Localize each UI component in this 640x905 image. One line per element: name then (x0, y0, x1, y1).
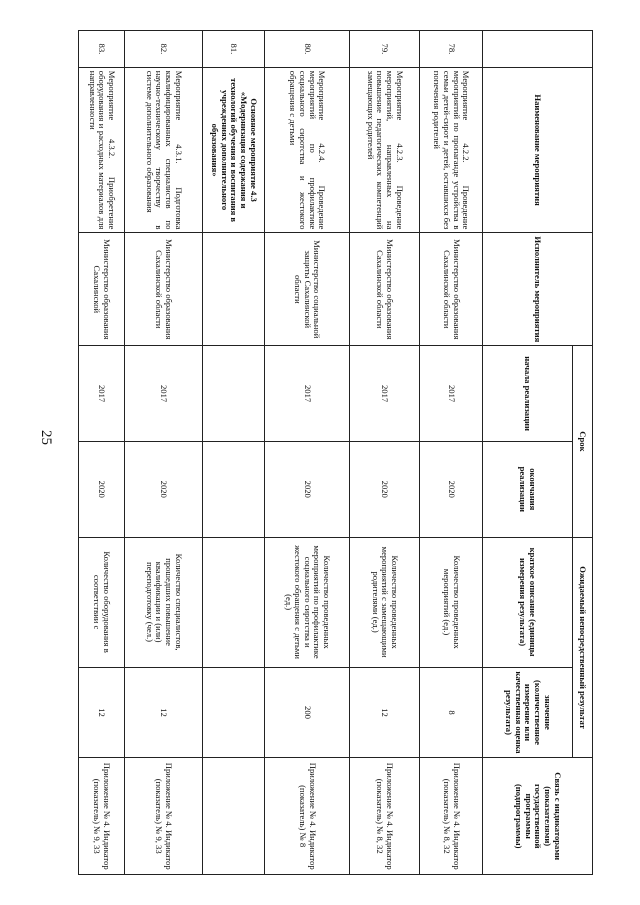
row-name: Основное мероприятие 4.3 «Модернизация содержания и технологий обучения и воспитания в учреждениях дополнительного образования» (203, 67, 265, 233)
row-link (203, 758, 265, 875)
row-number: 82. (125, 31, 203, 68)
table-row (350, 31, 420, 875)
row-name: Мероприятие 4.2.3. Проведение мероприятий, направленных на повышение педагогических компетенций замещающих родителей (350, 67, 420, 233)
row-name: Мероприятие 4.2.2. Проведение мероприятий по пропаганде устройства в семьи детей-сирот и детей, оставшихся без попечения родителей (420, 67, 483, 233)
row-number: 79. (350, 31, 420, 68)
header-value: значение (количественное измерение или качественная оценка результата) (483, 667, 573, 758)
row-end (203, 441, 265, 537)
table-row (79, 31, 125, 875)
table-row (265, 31, 350, 875)
rotated-table-wrapper (87, 30, 593, 875)
row-name: Мероприятие 4.3.2. Приобретение оборудования и расходных материалов для направленности (79, 67, 125, 233)
row-executor (203, 233, 265, 346)
row-number: 78. (420, 31, 483, 68)
header-name: Наименование мероприятия (483, 67, 593, 233)
row-number: 80. (265, 31, 350, 68)
header-term: Срок (573, 346, 593, 537)
row-value: 12 (79, 667, 125, 758)
activities-table (78, 30, 593, 875)
row-start: 2017 (79, 346, 125, 442)
row-executor: Министерство образования Сахалинской (79, 233, 125, 346)
row-short: Количество оборудования в соответствии с (79, 537, 125, 667)
row-start: 2017 (350, 346, 420, 442)
row-number: 81. (203, 31, 265, 68)
header-short: краткое описание (единицы измерения результата) (483, 537, 573, 667)
row-number: 83. (79, 31, 125, 68)
row-start (203, 346, 265, 442)
table-row (203, 31, 265, 875)
row-start: 2017 (125, 346, 203, 442)
row-short (203, 537, 265, 667)
row-value: 200 (265, 667, 350, 758)
row-executor: Министерство социальной защиты Сахалинской области (265, 233, 350, 346)
header-start: начала реализации (483, 346, 573, 442)
header-link: Связь с индикаторами (показателями) государственной программы (подпрограммы) (483, 758, 593, 875)
header-executor: Исполнитель мероприятия (483, 233, 593, 346)
row-name: Мероприятие 4.2.4. Проведение мероприятий по профилактике социального сиротства и жестокого обращения с детьми (265, 67, 350, 233)
row-short: Количество проведенных мероприятий с замещающими родителями (ед.) (350, 537, 420, 667)
row-end: 2020 (125, 441, 203, 537)
row-name: Мероприятие 4.3.1. Подготовка квалифицированных специалистов по научно-техническому творчеству в системе дополнительного образования (125, 67, 203, 233)
row-end: 2020 (350, 441, 420, 537)
row-value (203, 667, 265, 758)
row-start: 2017 (265, 346, 350, 442)
row-link: Приложение № 4. Индикатор (показатель) № 9, 33 (79, 758, 125, 875)
header-expected: Ожидаемый непосредственный результат (573, 537, 593, 758)
row-short: Количество проведенных мероприятий (ед.) (420, 537, 483, 667)
header-num (483, 31, 593, 68)
table-row (420, 31, 483, 875)
row-link: Приложение № 4. Индикатор (показатель) № 8, 32 (350, 758, 420, 875)
row-short: Количество специалистов, прошедших повышение квалификации и (или) переподготовку (чел.) (125, 537, 203, 667)
row-value: 12 (350, 667, 420, 758)
row-link: Приложение № 4. Индикатор (показатель) № 9, 33 (125, 758, 203, 875)
row-link: Приложение № 4. Индикатор (показатель) № 8, 32 (420, 758, 483, 875)
row-end: 2020 (265, 441, 350, 537)
row-value: 8 (420, 667, 483, 758)
row-end: 2020 (420, 441, 483, 537)
row-start: 2017 (420, 346, 483, 442)
row-link: Приложение № 4. Индикатор (показатель) № 8 (265, 758, 350, 875)
table-row (125, 31, 203, 875)
row-value: 12 (125, 667, 203, 758)
row-executor: Министерство образования Сахалинской области (350, 233, 420, 346)
row-end: 2020 (79, 441, 125, 537)
page-number: 25 (38, 430, 54, 445)
row-short: Количество проведенных мероприятий по профилактике социального сиротства и жестокого обращения с детьми (ед.) (265, 537, 350, 667)
row-executor: Министерство образования Сахалинской области (420, 233, 483, 346)
header-end: окончания реализации (483, 441, 573, 537)
row-executor: Министерство образования Сахалинской области (125, 233, 203, 346)
